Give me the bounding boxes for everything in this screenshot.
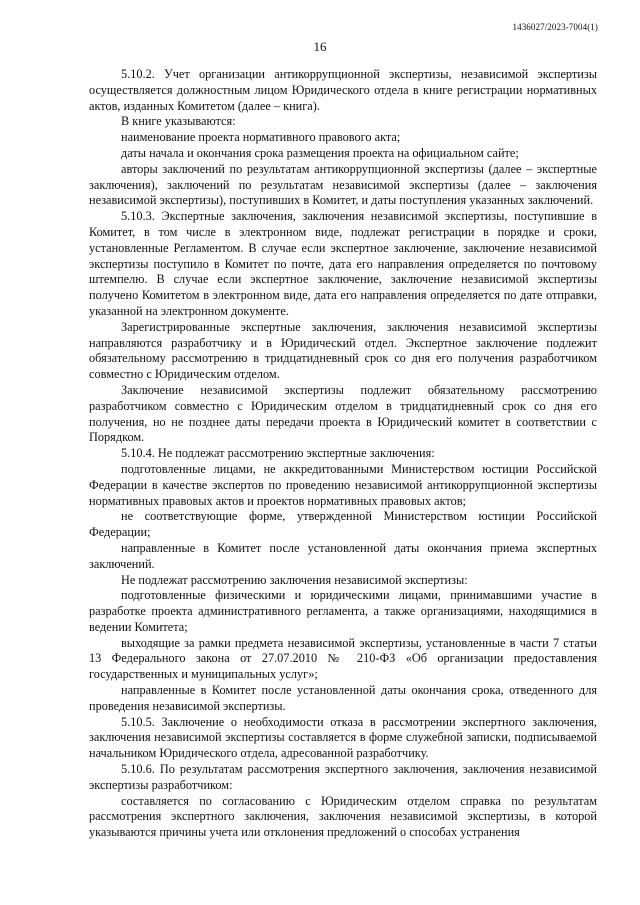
paragraph: Зарегистрированные экспертные заключения, заключения независимой экспертизы направляются разработчику и в Юридический отдел. Экспертное заключение подлежит обязательному рассмотрению в тридцатидневный срок со дня его получения разработчиком совместно с Юридическим отделом. (89, 319, 597, 382)
paragraph: выходящие за рамки предмета независимой экспертизы, установленные в части 7 статьи 13 Федерального закона от 27.07.2010 № 210-ФЗ «Об организации предоставления государственных и муниципальных услуг»; (89, 635, 597, 682)
document-number: 1436027/2023-7004(1) (512, 22, 598, 32)
paragraph: Не подлежат рассмотрению заключения независимой экспертизы: (121, 572, 468, 587)
document-body (89, 67, 597, 841)
page-number: 16 (313, 39, 327, 54)
paragraph: 5.10.5. Заключение о необходимости отказа в рассмотрении экспертного заключения, заключения независимой экспертизы составляется в форме служебной записки, подписываемой начальником Юридического отдела, адресованной разработчику. (89, 714, 597, 761)
paragraph: направленные в Комитет после установленной даты окончания приема экспертных заключений. (89, 540, 597, 571)
paragraph: наименование проекта нормативного правового акта; (121, 130, 401, 145)
paragraph: направленные в Комитет после установленной даты окончания срока, отведенного для проведения независимой экспертизы. (89, 683, 597, 713)
paragraph: В книге указываются: (121, 114, 236, 129)
paragraph: Заключение независимой экспертизы подлежит обязательному рассмотрению разработчиком совместно с Юридическим отделом в тридцатидневный срок со дня его получения, но не позднее даты передачи проекта в Юридический комитет в соответствии с Порядком. (89, 382, 597, 445)
paragraph: 5.10.6. По результатам рассмотрения экспертного заключения, заключения независимой экспертизы разработчиком: (89, 762, 597, 792)
paragraph: 5.10.3. Экспертные заключения, заключения независимой экспертизы, поступившие в Комитет, в том числе в электронном виде, подлежат регистрации в порядке и сроки, установленные Регламентом. В случае если экспертное заключение, заключение независимой экспертизы поступило в Комитет по почте, дата его направления определяется по почтовому штемпелю. В случае если экспертное заключение, заключение независимой экспертизы получено Комитетом в электронном виде, дата его направления определяется по дате отправки, указанной на электронном документе. (89, 209, 597, 318)
paragraph: даты начала и окончания срока размещения проекта на официальном сайте; (121, 145, 519, 160)
paragraph: подготовленные физическими и юридическими лицами, принимавшими участие в разработке проекта административного регламента, а также организациями, находящимися в ведении Комитета; (89, 588, 597, 634)
paragraph: 5.10.2. Учет организации антикоррупционной экспертизы, независимой экспертизы осуществляется должностным лицом Юридического отдела в книге регистрации нормативных актов, изданных Комитетом (далее – книга). (89, 67, 597, 113)
paragraph: не соответствующие форме, утвержденной Министерством юстиции Российской Федерации; (89, 509, 597, 540)
paragraph: составляется по согласованию с Юридическим отделом справка по результатам рассмотрения экспертного заключения, заключения независимой экспертизы, в которой указываются причины учета или отклонения предложений о способах устранения (89, 793, 597, 840)
paragraph: подготовленные лицами, не аккредитованными Министерством юстиции Российской Федерации в качестве экспертов по проведению независимой антикоррупционной экспертизы нормативных правовых актов и проектов нормативных правовых актов; (89, 461, 597, 508)
paragraph: 5.10.4. Не подлежат рассмотрению экспертные заключения: (121, 446, 435, 461)
paragraph: авторы заключений по результатам антикоррупционной экспертизы (далее – экспертные заключения), заключений по результатам независимой экспертизы (далее – заключения независимой экспертизы), поступивших в Комитет, и даты поступления указанных заключений. (89, 161, 597, 208)
